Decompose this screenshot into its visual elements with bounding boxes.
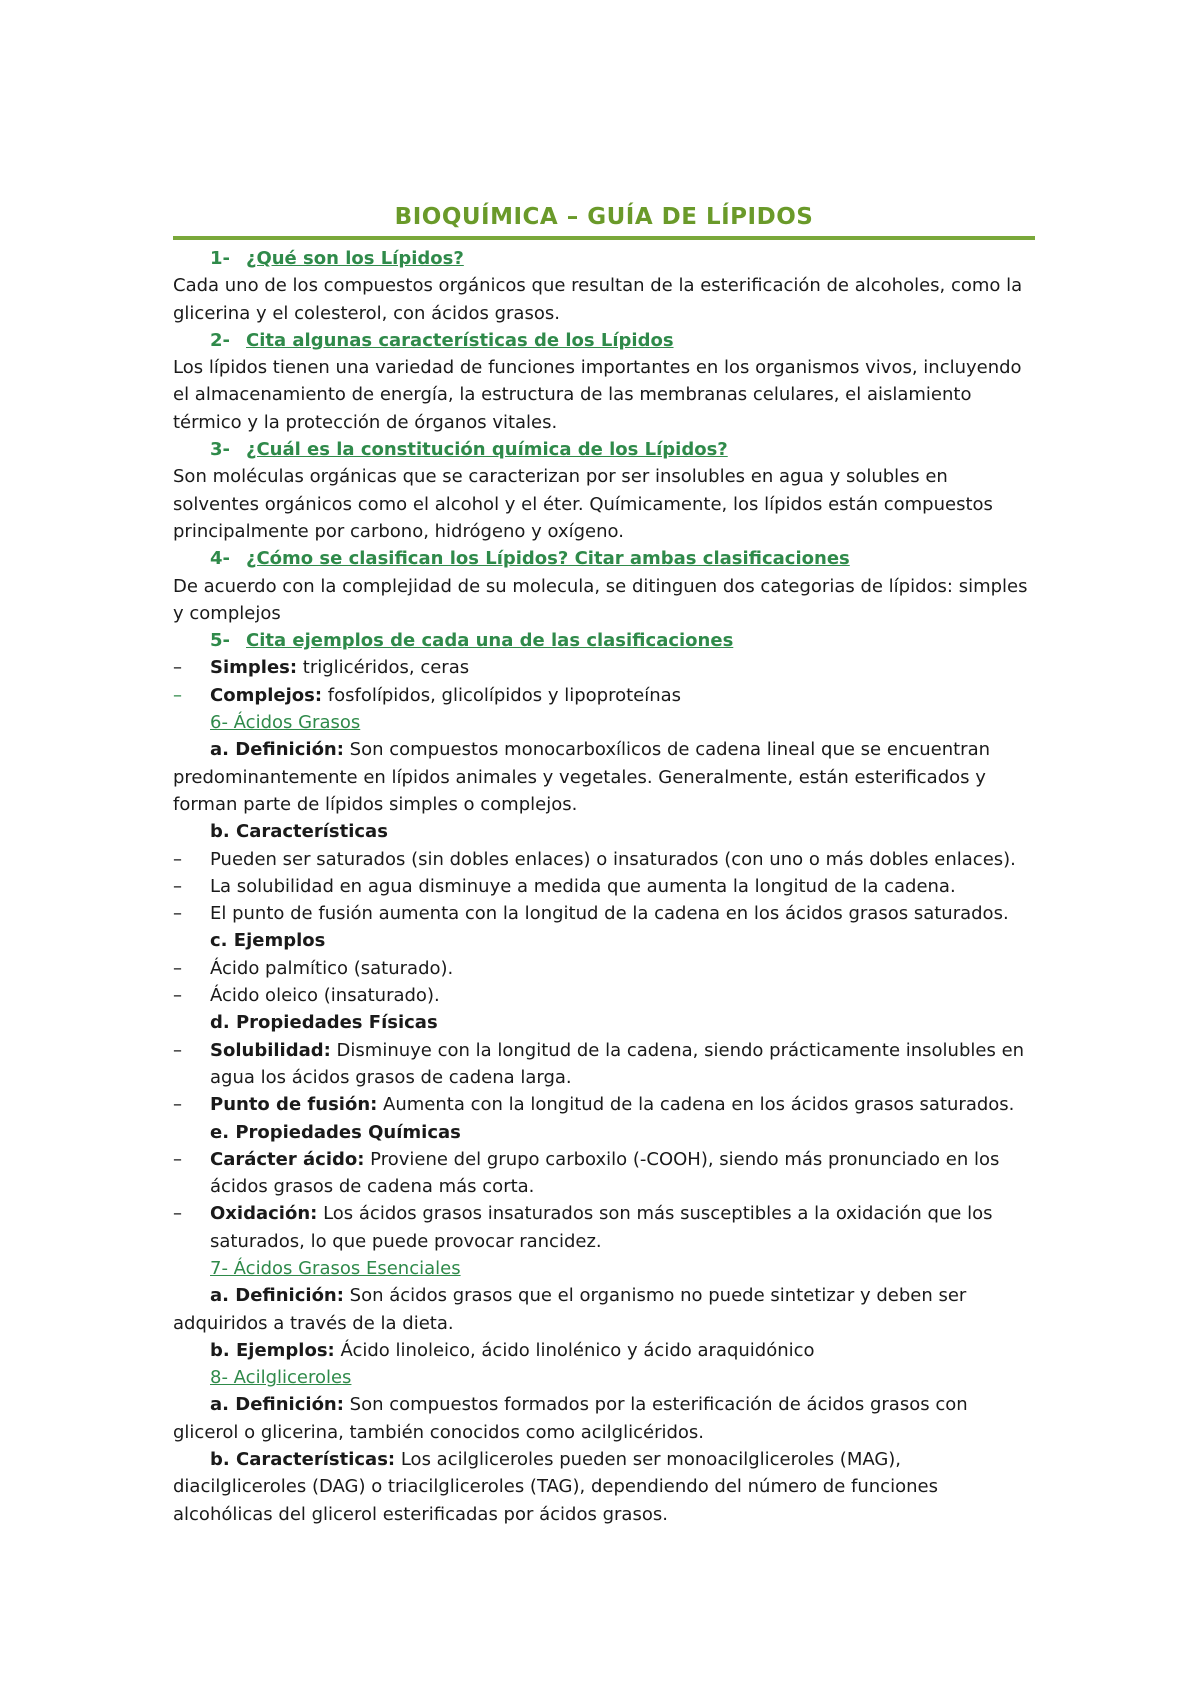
examples-label: c. Ejemplos xyxy=(210,930,326,952)
section-8-heading: 8- Acilgliceroles xyxy=(210,1367,352,1389)
definition-paragraph xyxy=(173,1282,1035,1337)
dash-bullet: – xyxy=(173,1148,182,1170)
question-4 xyxy=(173,545,1035,572)
dash-bullet: – xyxy=(173,985,182,1007)
list-item xyxy=(173,682,1035,709)
dash-bullet: – xyxy=(173,684,182,706)
list-item xyxy=(173,1146,1035,1201)
examples-text: Ácido linoleico, ácido linolénico y ácido araquidónico xyxy=(334,1339,815,1361)
dash-bullet: – xyxy=(173,1203,182,1225)
question-number: 2- xyxy=(210,329,230,351)
list-item xyxy=(173,955,1035,982)
definition-body: Son compuestos formados por la esterificación de ácidos grasos con glicerol o glicerina, también conocidos como acilglicéridos. xyxy=(173,1394,968,1443)
section-6-heading: 6- Ácidos Grasos xyxy=(210,712,361,734)
question-text: Cita algunas características de los Lípidos xyxy=(246,329,674,351)
list-item xyxy=(173,900,1035,927)
characteristics-paragraph xyxy=(173,1446,1035,1528)
item-text: fosfolípidos, glicolípidos y lipoproteínas xyxy=(322,684,682,706)
question-number: 4- xyxy=(210,548,230,570)
characteristics-label: b. Características: xyxy=(210,1449,396,1471)
item-text: Disminuye con la longitud de la cadena, siendo prácticamente insolubles en agua los ácidos grasos de cadena larga. xyxy=(210,1039,1025,1088)
list-item xyxy=(173,873,1035,900)
dash-bullet: – xyxy=(173,657,182,679)
item-term: Punto de fusión: xyxy=(210,1094,378,1116)
item-term: Simples: xyxy=(210,657,298,679)
question-number: 5- xyxy=(210,630,230,652)
list-item xyxy=(173,1200,1035,1255)
physical-properties-label: d. Propiedades Físicas xyxy=(210,1012,438,1034)
dash-bullet: – xyxy=(173,875,182,897)
question-5 xyxy=(173,627,1035,654)
list-item xyxy=(173,1091,1035,1118)
question-text: ¿Cómo se clasifican los Lípidos? Citar ambas clasificaciones xyxy=(246,548,850,570)
question-2 xyxy=(173,327,1035,354)
answer-1: Cada uno de los compuestos orgánicos que resultan de la esterificación de alcoholes, como la glicerina y el colesterol, con ácidos grasos. xyxy=(173,275,1023,324)
characteristics-label: b. Características xyxy=(210,821,388,843)
question-text: Cita ejemplos de cada una de las clasificaciones xyxy=(246,630,734,652)
list-item xyxy=(173,982,1035,1009)
section-7-heading: 7- Ácidos Grasos Esenciales xyxy=(210,1257,461,1279)
answer-4: De acuerdo con la complejidad de su molecula, se ditinguen dos categorias de lípidos: simples y complejos xyxy=(173,575,1028,624)
item-text: Los ácidos grasos insaturados son más susceptibles a la oxidación que los saturados, lo que puede provocar rancidez. xyxy=(210,1203,993,1252)
item-term: Carácter ácido: xyxy=(210,1148,365,1170)
item-text: triglicéridos, ceras xyxy=(297,657,470,679)
item-text: El punto de fusión aumenta con la longitud de la cadena en los ácidos grasos saturados. xyxy=(210,903,1009,925)
dash-bullet: – xyxy=(173,1094,182,1116)
examples-line xyxy=(173,1337,1035,1364)
document-body xyxy=(173,202,1035,1528)
item-text: Aumenta con la longitud de la cadena en los ácidos grasos saturados. xyxy=(377,1094,1015,1116)
question-3 xyxy=(173,436,1035,463)
question-text: ¿Cuál es la constitución química de los Lípidos? xyxy=(246,439,728,461)
item-term: Complejos: xyxy=(210,684,323,706)
answer-3: Son moléculas orgánicas que se caracterizan por ser insolubles en agua y solubles en solventes orgánicos como el alcohol y el éter. Químicamente, los lípidos están compuestos principalmente por carbono, hidrógeno y oxígeno. xyxy=(173,466,993,542)
chemical-properties-label: e. Propiedades Químicas xyxy=(210,1121,461,1143)
definition-label: a. Definición: xyxy=(210,1394,344,1416)
item-text: La solubilidad en agua disminuye a medida que aumenta la longitud de la cadena. xyxy=(210,875,956,897)
dash-bullet: – xyxy=(173,1039,182,1061)
dash-bullet: – xyxy=(173,957,182,979)
examples-label: b. Ejemplos: xyxy=(210,1339,335,1361)
item-text: Ácido oleico (insaturado). xyxy=(210,985,440,1007)
question-number: 1- xyxy=(210,248,230,269)
item-term: Oxidación: xyxy=(210,1203,318,1225)
question-1 xyxy=(173,245,1035,272)
dash-bullet: – xyxy=(173,848,182,870)
list-item xyxy=(173,1037,1035,1092)
list-item xyxy=(173,654,1035,681)
characteristics-body: Los acilgliceroles pueden ser monoacilgliceroles (MAG), diacilgliceroles (DAG) o triacilgliceroles (TAG), dependiendo del número de funciones alcohólicas del glicerol esterificadas por ácidos grasos. xyxy=(173,1449,938,1525)
item-text: Proviene del grupo carboxilo (-COOH), siendo más pronunciado en los ácidos grasos de cadena más corta. xyxy=(210,1148,1000,1198)
definition-body: Son compuestos monocarboxílicos de cadena lineal que se encuentran predominantemente en lípidos animales y vegetales. Generalmente, están esterificados y forman parte de lípidos simples o complejos. xyxy=(173,739,991,815)
document-title: BIOQUÍMICA – GUÍA DE LÍPIDOS xyxy=(173,202,1035,240)
definition-paragraph xyxy=(173,1391,1035,1446)
item-text: Pueden ser saturados (sin dobles enlaces) o insaturados (con uno o más dobles enlaces). xyxy=(210,848,1016,870)
definition-label-spacer: a. Definición: xyxy=(210,739,344,761)
question-number: 3- xyxy=(210,439,230,461)
item-term: Solubilidad: xyxy=(210,1039,331,1061)
definition-body: Son ácidos grasos que el organismo no puede sintetizar y deben ser adquiridos a través de la dieta. xyxy=(173,1285,967,1334)
question-text: ¿Qué son los Lípidos? xyxy=(246,248,464,269)
answer-2: Los lípidos tienen una variedad de funciones importantes en los organismos vivos, incluyendo el almacenamiento de energía, la estructura de las membranas celulares, el aislamiento térmico y la protección de órganos vitales. xyxy=(173,357,1022,433)
definition-text xyxy=(173,736,1035,818)
item-text: Ácido palmítico (saturado). xyxy=(210,957,454,979)
list-item xyxy=(173,846,1035,873)
dash-bullet: – xyxy=(173,903,182,925)
definition-label: a. Definición: xyxy=(210,1285,344,1307)
